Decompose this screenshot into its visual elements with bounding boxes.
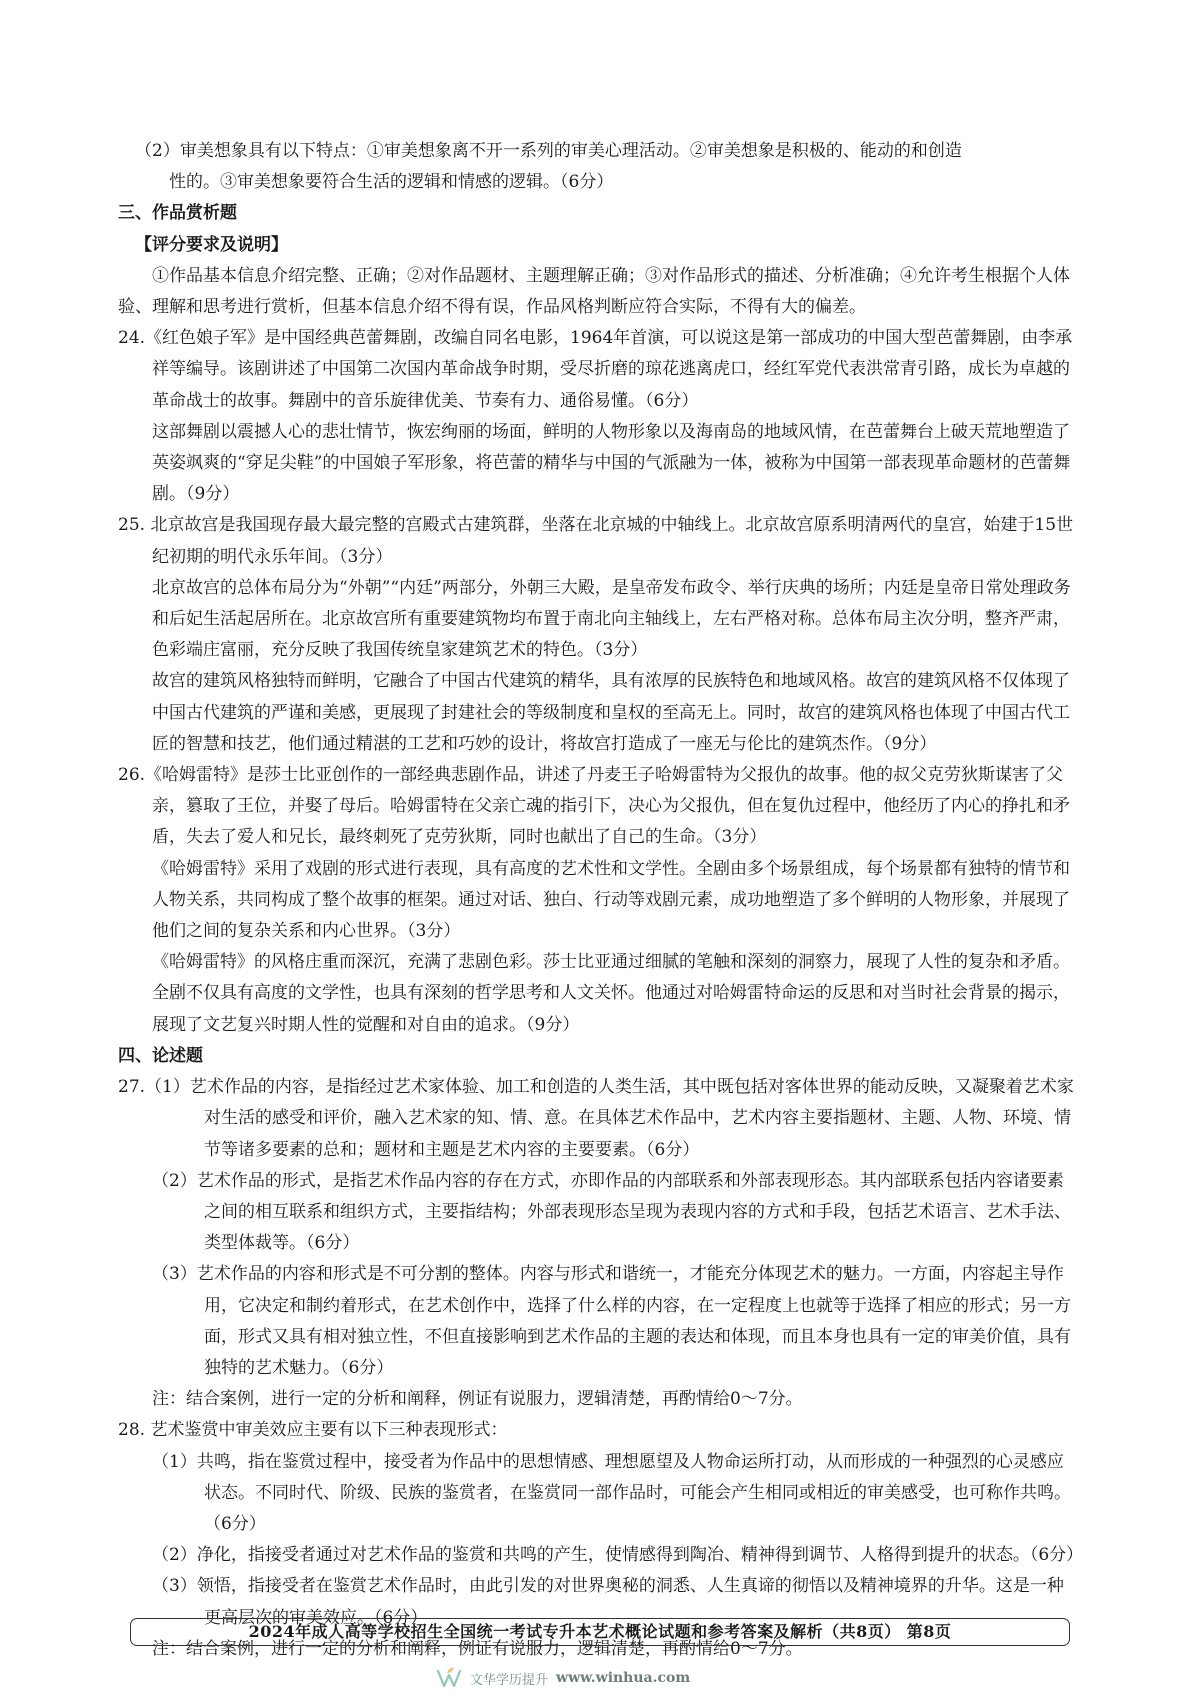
watermark-url[interactable]: www.winhua.com (556, 1670, 691, 1686)
q25-paragraph-3: 故宫的建筑风格独特而鲜明，它融合了中国古代建筑的精华，具有浓厚的民族特色和地域风格。故宫的建筑风格不仅体现了中国古代建筑的严谨和美感，更展现了封建社会的等级制度和皇权的至高无上。同时，故宫的建筑风格也体现了中国古代工匠的智慧和技艺，他们通过精湛的工艺和巧妙的设计，将故宫打造成了一座无与伦比的建筑杰作。（9分） (152, 671, 1070, 754)
watermark-brand: 文华学历提升 (470, 1672, 549, 1688)
w-leaf-logo-icon (436, 1667, 462, 1689)
q26-paragraph-3: 《哈姆雷特》的风格庄重而深沉，充满了悲剧色彩。莎士比亚通过细腻的笔触和深刻的洞察力，展现了人性的复杂和矛盾。全剧不仅具有高度的文学性，也具有深刻的哲学思考和人文关怀。他通过对哈姆雷特命运的反思和对当时社会背景的揭示，展现了文艺复兴时期人性的觉醒和对自由的追求。（9分） (152, 952, 1070, 1035)
q27-part2: （2）艺术作品的形式，是指艺术作品内容的存在方式，亦即作品的内部联系和外部表现形态。其内部联系包括内容诸要素之间的相互联系和组织方式，主要指结构；外部表现形态呈现为表现内容的方式和手段，包括艺术语言、艺术手法、类型体裁等。（6分） (152, 1170, 1071, 1254)
q25-paragraph-1: 25. 北京故宫是我国现存最大最完整的宫殿式古建筑群，坐落在北京城的中轴线上。北京故宫原系明清两代的皇宫，始建于15世纪初期的明代永乐年间。（3分） (118, 515, 1074, 567)
section-3-requirements-text: ①作品基本信息介绍完整、正确；②对作品题材、主题理解正确；③对作品形式的描述、分析准确；④允许考生根据个人体验、理解和思考进行赏析，但基本信息介绍不得有误，作品风格判断应符合实际，不得有大的偏差。 (118, 265, 1070, 318)
q28-part2: （2）净化，指接受者通过对艺术作品的鉴赏和共鸣的产生，使情感得到陶冶、精神得到调节、人格得到提升的状态。（6分） (152, 1545, 1084, 1566)
watermark (436, 1666, 690, 1690)
section-3-requirements-heading: 【评分要求及说明】 (135, 234, 288, 255)
q27-part1: 27.（1）艺术作品的内容，是指经过艺术家体验、加工和创造的人类生活，其中既包括对客体世界的能动反映，又凝聚着艺术家对生活的感受和评价，融入艺术家的知、情、意。在具体艺术作品中，艺术内容主要指题材、主题、人物、环境、情节等诸多要素的总和；题材和主题是艺术内容的主要要素。（6分） (118, 1077, 1074, 1160)
q24-paragraph-1: 24.《红色娘子军》是中国经典芭蕾舞剧，改编自同名电影，1964年首演，可以说这是第一部成功的中国大型芭蕾舞剧，由李承祥等编导。该剧讲述了中国第二次国内革命战争时期，受尽折磨的琼花逃离虎口，经红军党代表洪常青引路，成长为卓越的革命战士的故事。舞剧中的音乐旋律优美、节奏有力、通俗易懂。（6分） (118, 328, 1073, 411)
q26-paragraph-1: 26.《哈姆雷特》是莎士比亚创作的一部经典悲剧作品，讲述了丹麦王子哈姆雷特为父报仇的故事。他的叔父克劳狄斯谋害了父亲，篡取了王位，并娶了母后。哈姆雷特在父亲亡魂的指引下，决心为父报仇，但在复仇过程中，他经历了内心的挣扎和矛盾，失去了爱人和兄长，最终刺死了克劳狄斯，同时也献出了自己的生命。（3分） (118, 765, 1070, 848)
page-footer: 2024年成人高等学校招生全国统一考试专升本艺术概论试题和参考答案及解析（共8页） 第8页 (130, 1618, 1070, 1646)
q28-intro: 28. 艺术鉴赏中审美效应主要有以下三种表现形式： (118, 1420, 508, 1441)
q23-part2-line1: （2）审美想象具有以下特点：①审美想象离不开一系列的审美心理活动。②审美想象是积极的、能动的和创造 (135, 141, 962, 161)
q26-paragraph-2: 《哈姆雷特》采用了戏剧的形式进行表现，具有高度的艺术性和文学性。全剧由多个场景组成，每个场景都有独特的情节和人物关系，共同构成了整个故事的框架。通过对话、独白、行动等戏剧元素，成功地塑造了多个鲜明的人物形象，并展现了他们之间的复杂关系和内心世界。（3分） (152, 858, 1070, 942)
q28-note: 注：结合案例，进行一定的分析和阐释，例证有说服力，逻辑清楚，再酌情给0～7分。 (152, 1638, 803, 1659)
q24-paragraph-2: 这部舞剧以震撼人心的悲壮情节，恢宏绚丽的场面，鲜明的人物形象以及海南岛的地域风情，在芭蕾舞台上破天荒地塑造了英姿飒爽的“穿足尖鞋”的中国娘子军形象，将芭蕾的精华与中国的气派融为一体，被称为中国第一部表现革命题材的芭蕾舞剧。（9分） (152, 421, 1071, 505)
q28-part3: （3）领悟，指接受者在鉴赏艺术作品时，由此引发的对世界奥秘的洞悉、人生真谛的彻悟以及精神境界的升华。这是一种更高层次的审美效应。（6分） (152, 1576, 1064, 1628)
section-3-heading: 三、作品赏析题 (118, 203, 237, 224)
q27-note: 注：结合案例，进行一定的分析和阐释，例证有说服力，逻辑清楚，再酌情给0～7分。 (152, 1389, 803, 1410)
section-4-heading: 四、论述题 (118, 1045, 203, 1066)
answer-page-content (118, 136, 1084, 1665)
q28-part1: （1）共鸣，指在鉴赏过程中，接受者为作品中的思想情感、理想愿望及人物命运所打动，从而形成的一种强烈的心灵感应状态。不同时代、阶级、民族的鉴赏者，在鉴赏同一部作品时，可能会产生相同或相近的审美感受，也可称作共鸣。（6分） (152, 1451, 1071, 1534)
q27-part3: （3）艺术作品的内容和形式是不可分割的整体。内容与形式和谐统一，才能充分体现艺术的魅力。一方面，内容起主导作用，它决定和制约着形式，在艺术创作中，选择了什么样的内容，在一定程度上也就等于选择了相应的形式；另一方面，形式又具有相对独立性，不但直接影响到艺术作品的主题的表达和体现，而且本身也具有一定的审美价值，具有独特的艺术魅力。（6分） (152, 1264, 1071, 1378)
q23-part2-line2: 性的。③审美想象要符合生活的逻辑和情感的逻辑。（6分） (169, 172, 614, 193)
q25-paragraph-2: 北京故宫的总体布局分为“外朝”“内廷”两部分，外朝三大殿，是皇帝发布政令、举行庆典的场所；内廷是皇帝日常处理政务和后妃生活起居所在。北京故宫所有重要建筑物均布置于南北向主轴线上，左右严格对称。总体布局主次分明，整齐严肃，色彩端庄富丽，充分反映了我国传统皇家建筑艺术的特色。（3分） (152, 577, 1071, 661)
